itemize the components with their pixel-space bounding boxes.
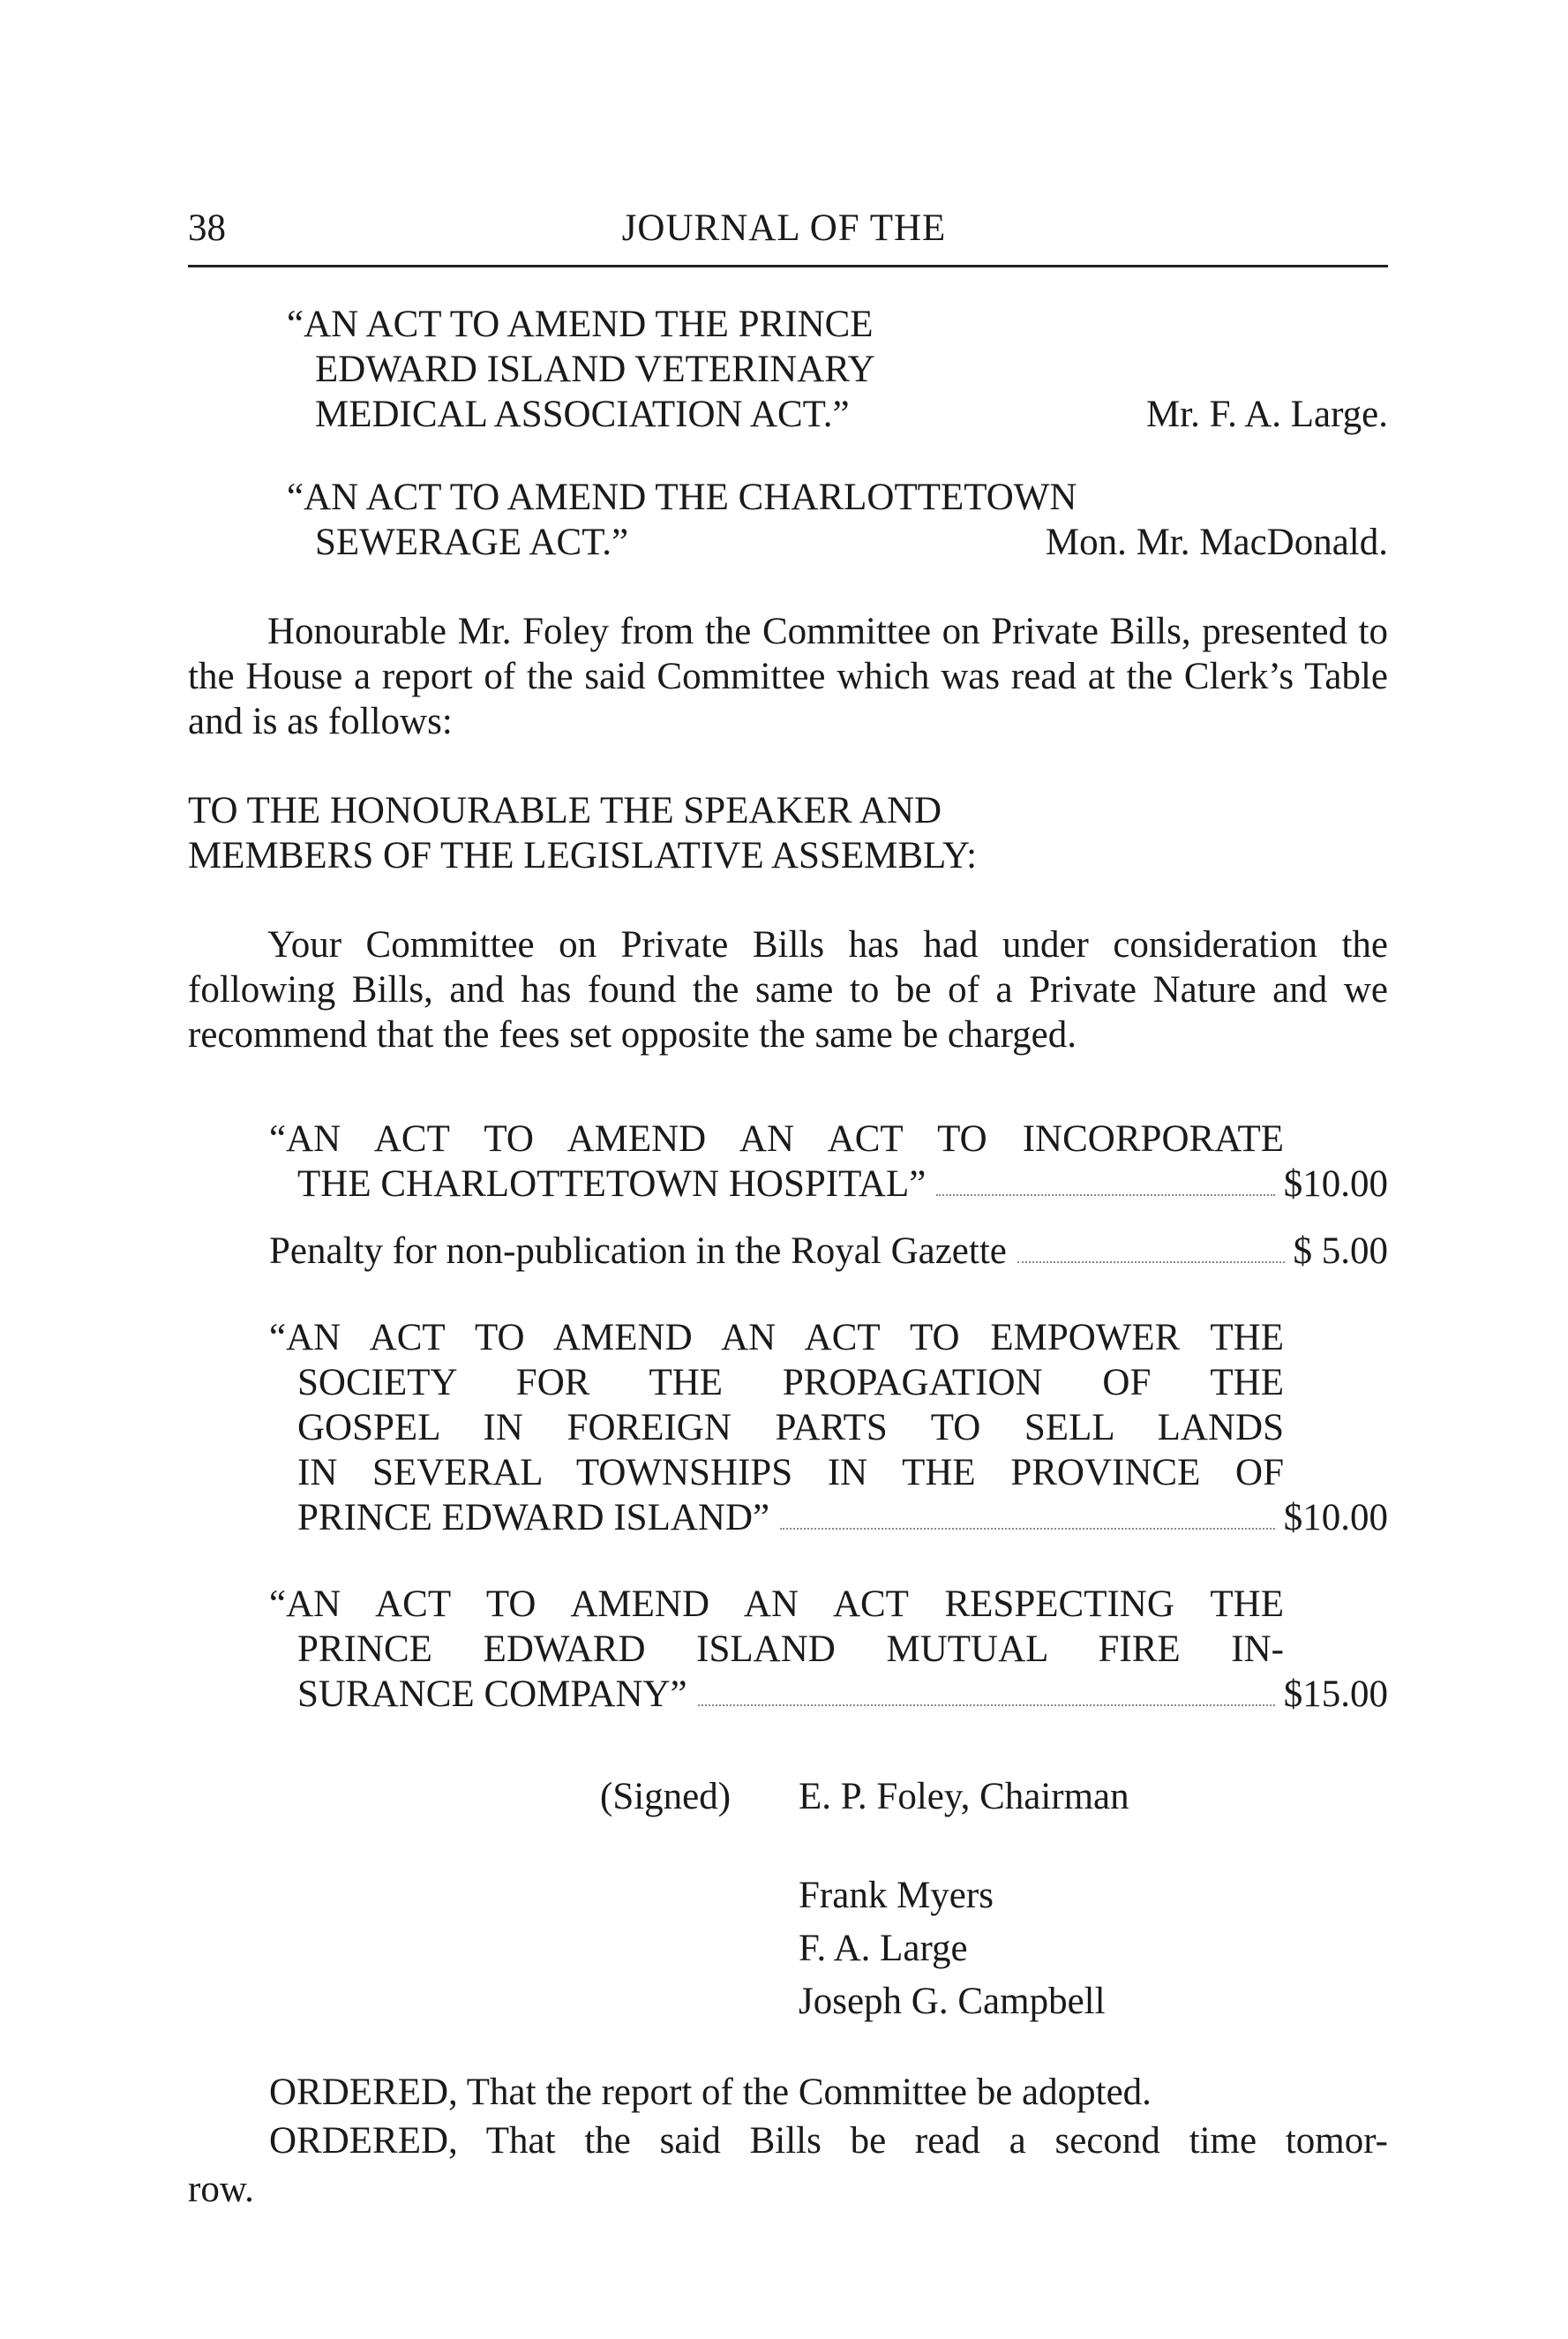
fee-bill-title-line: “AN ACT TO AMEND AN ACT TO INCORPORATE — [269, 1118, 1284, 1160]
fee-item-text: PRINCE EDWARD ISLAND” — [297, 1497, 770, 1538]
bill-title-line: “AN ACT TO AMEND THE PRINCE — [287, 304, 874, 345]
address-line: TO THE HONOURABLE THE SPEAKER AND — [188, 790, 942, 831]
ordered-line: ORDERED, That the said Bills be read a second time tomor- — [269, 2120, 1388, 2162]
paragraph-text: Your Committee on Private Bills has had under consideration the following Bills, and has found the same to be of a Private Nature and we recommend that the fees set opposite the same be charged. — [188, 924, 1388, 1056]
fee-item-text: Penalty for non-publication in the Royal Gazette — [269, 1230, 1007, 1272]
dot-leader — [698, 1704, 1275, 1706]
fee-bill-title-line: PRINCE EDWARD ISLAND MUTUAL FIRE IN- — [297, 1628, 1284, 1670]
bill-sponsor: Mr. F. A. Large. — [1145, 394, 1388, 435]
bill-title-line: MEDICAL ASSOCIATION ACT.” — [315, 394, 850, 435]
signatory-name: Frank Myers — [799, 1875, 994, 1916]
bill-title-line: “AN ACT TO AMEND THE CHARLOTTETOWN — [287, 477, 1077, 518]
signed-label: (Signed) — [600, 1776, 731, 1817]
bill-sponsor: Mon. Mr. MacDonald. — [1045, 522, 1388, 563]
paragraph-foley-report — [188, 609, 1388, 744]
fee-bill-title-line: “AN ACT TO AMEND AN ACT TO EMPOWER THE — [269, 1317, 1284, 1358]
header-rule — [188, 265, 1388, 267]
fee-item-text: THE CHARLOTTETOWN HOSPITAL” — [297, 1163, 927, 1205]
page-number: 38 — [188, 207, 226, 249]
dot-leader — [1017, 1261, 1285, 1263]
fee-row — [297, 1162, 1388, 1207]
bill-title-line: EDWARD ISLAND VETERINARY — [315, 349, 875, 390]
bill-entry — [287, 302, 1388, 437]
fee-amount: $ 5.00 — [1293, 1230, 1388, 1272]
ordered-line: ORDERED, That the report of the Committee be adopted. — [269, 2072, 1152, 2113]
bill-entry — [287, 475, 1388, 565]
fee-amount: $10.00 — [1283, 1163, 1388, 1205]
dot-leader — [780, 1528, 1275, 1530]
fee-bill-title-line: SOCIETY FOR THE PROPAGATION OF THE — [297, 1362, 1284, 1403]
paragraph-text: Honourable Mr. Foley from the Committee on Private Bills, presented to the House a report of the said Committee which was read at the Clerk’s Table and is as follows: — [188, 611, 1388, 742]
fee-bill-title-line: “AN ACT TO AMEND AN ACT RESPECTING THE — [269, 1583, 1284, 1625]
bill-title-line: SEWERAGE ACT.” — [315, 522, 629, 563]
dot-leader — [936, 1194, 1274, 1196]
signatory-name: F. A. Large — [799, 1928, 968, 1969]
fee-amount: $10.00 — [1283, 1497, 1388, 1538]
fee-bill-title-line: IN SEVERAL TOWNSHIPS IN THE PROVINCE OF — [297, 1452, 1284, 1493]
signatory-name: Joseph G. Campbell — [799, 1981, 1106, 2022]
paragraph-committee — [188, 922, 1388, 1057]
running-title: JOURNAL OF THE — [621, 207, 947, 249]
address-heading — [188, 788, 977, 878]
ordered-continuation: row. — [188, 2169, 254, 2210]
address-line: MEMBERS OF THE LEGISLATIVE ASSEMBLY: — [188, 835, 978, 876]
fee-amount: $15.00 — [1283, 1673, 1388, 1715]
fee-row — [297, 1495, 1388, 1540]
signatory-name: E. P. Foley, Chairman — [799, 1776, 1129, 1817]
fee-row — [269, 1229, 1388, 1274]
fee-item-text: SURANCE COMPANY” — [297, 1673, 687, 1715]
fee-row — [297, 1672, 1388, 1717]
fee-bill-title-line: GOSPEL IN FOREIGN PARTS TO SELL LANDS — [297, 1407, 1284, 1448]
